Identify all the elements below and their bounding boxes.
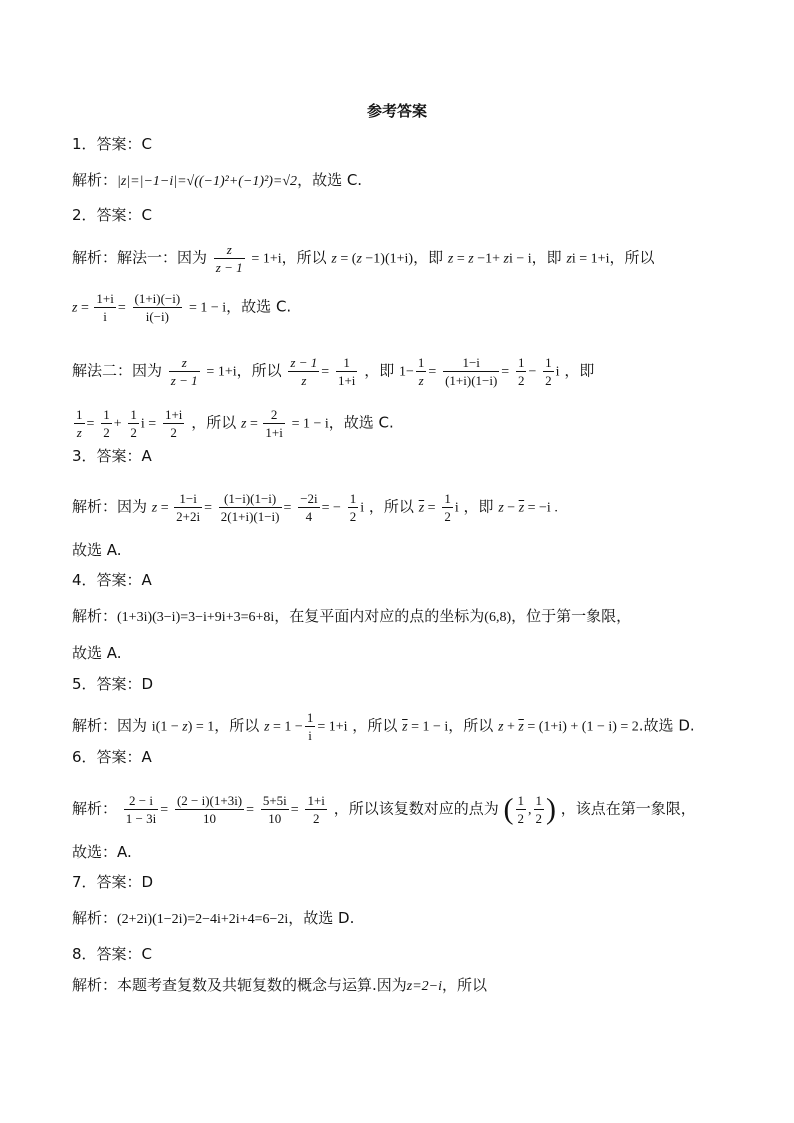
solution-6-line-1: 解析： $\frac{2 - i}{1 - 3i}$ = $\frac{(2 - i)(1+3i)}{10}$ = $\frac{5+5i}{10}$ = $\frac{1+i}{2}$ ，所以该复数对应的点为 ( $\frac{1}{2}$ , $\frac{1}{2}$ ) ，该点在第一象限， [72, 792, 696, 826]
fraction: $\frac{z}{z - 1}$ [215, 242, 243, 275]
fraction: $\frac{1}{2}$ [103, 407, 110, 440]
answer-3: 3．答案：A [72, 447, 152, 465]
fraction: $\frac{1+i}{i}$ [96, 291, 114, 324]
solution-6-line-2: 故选：A. [72, 843, 132, 861]
fraction: $\frac{2}{1+i}$ [265, 407, 283, 440]
solution-3-line-2: 故选 A. [72, 541, 122, 559]
fraction: $\frac{1}{z}$ [417, 355, 425, 388]
answer-1: 1．答案：C [72, 135, 153, 153]
fraction: $\frac{1}{2}$ [517, 355, 525, 388]
solution-1: 解析：|z|=|−1−i|=√((−1)²+(−1)²)=√2，故选 C. [72, 171, 363, 189]
solution-4-line-1: 解析：(1+3i)(3−i)=3−i+9i+3=6+8i，在复平面内对应的点的坐标为(6,8)，位于第一象限， [72, 607, 632, 625]
fraction: $\frac{1+i}{2}$ [307, 793, 325, 826]
answer-8: 8．答案：C [72, 945, 153, 963]
fraction: $\frac{1}{2}$ [130, 407, 137, 440]
fraction: $\frac{1}{1+i}$ [337, 355, 356, 388]
fraction: $\frac{1}{i}$ [306, 710, 314, 743]
page-title: 参考答案 [366, 102, 427, 120]
fraction: $\frac{1+i}{2}$ [164, 407, 183, 440]
fraction: $\frac{(2 - i)(1+3i)}{10}$ [176, 793, 243, 826]
fraction: $\frac{2 - i}{1 - 3i}$ [125, 793, 157, 826]
solution-1-math: |z|=|−1−i|=√((−1)²+(−1)²)=√2 [117, 174, 298, 189]
fraction: $\frac{5+5i}{10}$ [262, 793, 287, 826]
fraction: $\frac{z}{z - 1}$ [170, 355, 198, 388]
fraction: $\frac{1}{z}$ [76, 407, 83, 440]
fraction: $\frac{1}{2}$ [535, 793, 542, 826]
fraction: $\frac{1}{2}$ [444, 491, 451, 524]
solution-7: 解析：(2+2i)(1−2i)=2−4i+2i+4=6−2i，故选 D. [72, 909, 355, 927]
answer-7: 7．答案：D [72, 873, 154, 891]
answer-2: 2．答案：C [72, 206, 153, 224]
fraction: $\frac{1}{2}$ [517, 793, 524, 826]
solution-5: 解析：因为 i(1 − z) = 1，所以 z = 1 − $\frac{1}{i}$ = 1+i ，所以 $\overline{z} = 1 - i$，所以 $z + \overline{z} = (1+i) + (1 - i) = 2$.故选 D. [72, 710, 695, 743]
fraction: $\frac{-2i}{4}$ [300, 491, 318, 524]
solution-2-line-1: 解析：解法一：因为 $\frac{z}{z - 1}$ = 1+i，所以 z = (z −1)(1+i)，即 z = z −1+ zi − i，即 zi = 1+i，所以 [72, 242, 655, 275]
solution-8: 解析：本题考查复数及共轭复数的概念与运算.因为z=2−i，所以 [72, 976, 488, 994]
solution-2-line-4: $\frac{1}{z}$ = $\frac{1}{2}$ + $\frac{1}{2}$ i = $\frac{1+i}{2}$ ，所以 z = $\frac{2}{1+i}$ = 1 − i，故选 C. [76, 407, 394, 440]
fraction: $\frac{(1-i)(1-i)}{2(1+i)(1-i)}$ [220, 491, 280, 524]
fraction: $\frac{z - 1}{z}$ [290, 355, 318, 388]
fraction: $\frac{1}{2}$ [349, 491, 357, 524]
solution-4-line-2: 故选 A. [72, 644, 122, 662]
answer-5: 5．答案：D [72, 675, 154, 693]
answer-4: 4．答案：A [72, 571, 152, 589]
fraction: $\frac{1}{2}$ [545, 355, 552, 388]
answer-6: 6．答案：A [72, 748, 152, 766]
fraction: $\frac{(1+i)(-i)}{i(-i)}$ [134, 291, 181, 324]
fraction: $\frac{1-i}{(1+i)(1-i)}$ [445, 355, 498, 388]
solution-2-line-2: z = $\frac{1+i}{i}$ = $\frac{(1+i)(-i)}{i(-i)}$ = 1 − i，故选 C. [72, 291, 292, 324]
solution-2-line-3: 解法二：因为 $\frac{z}{z - 1}$ = 1+i，所以 $\frac{z - 1}{z}$ = $\frac{1}{1+i}$ ，即 1− $\frac{1}{z}$ = $\frac{1-i}{(1+i)(1-i)}$ = $\frac{1}{2}$ − $\frac{1}{2}$ i ，即 [72, 355, 595, 388]
solution-3-line-1: 解析：因为 z = $\frac{1-i}{2+2i}$ = $\frac{(1-i)(1-i)}{2(1+i)(1-i)}$ = $\frac{-2i}{4}$ = − $\frac{1}{2}$ i ，所以 $\overline{z}$ = $\frac{1}{2}$ i ，即 $z - \overline{z} = -i$ . [72, 491, 558, 524]
fraction: $\frac{1-i}{2+2i}$ [176, 491, 201, 524]
